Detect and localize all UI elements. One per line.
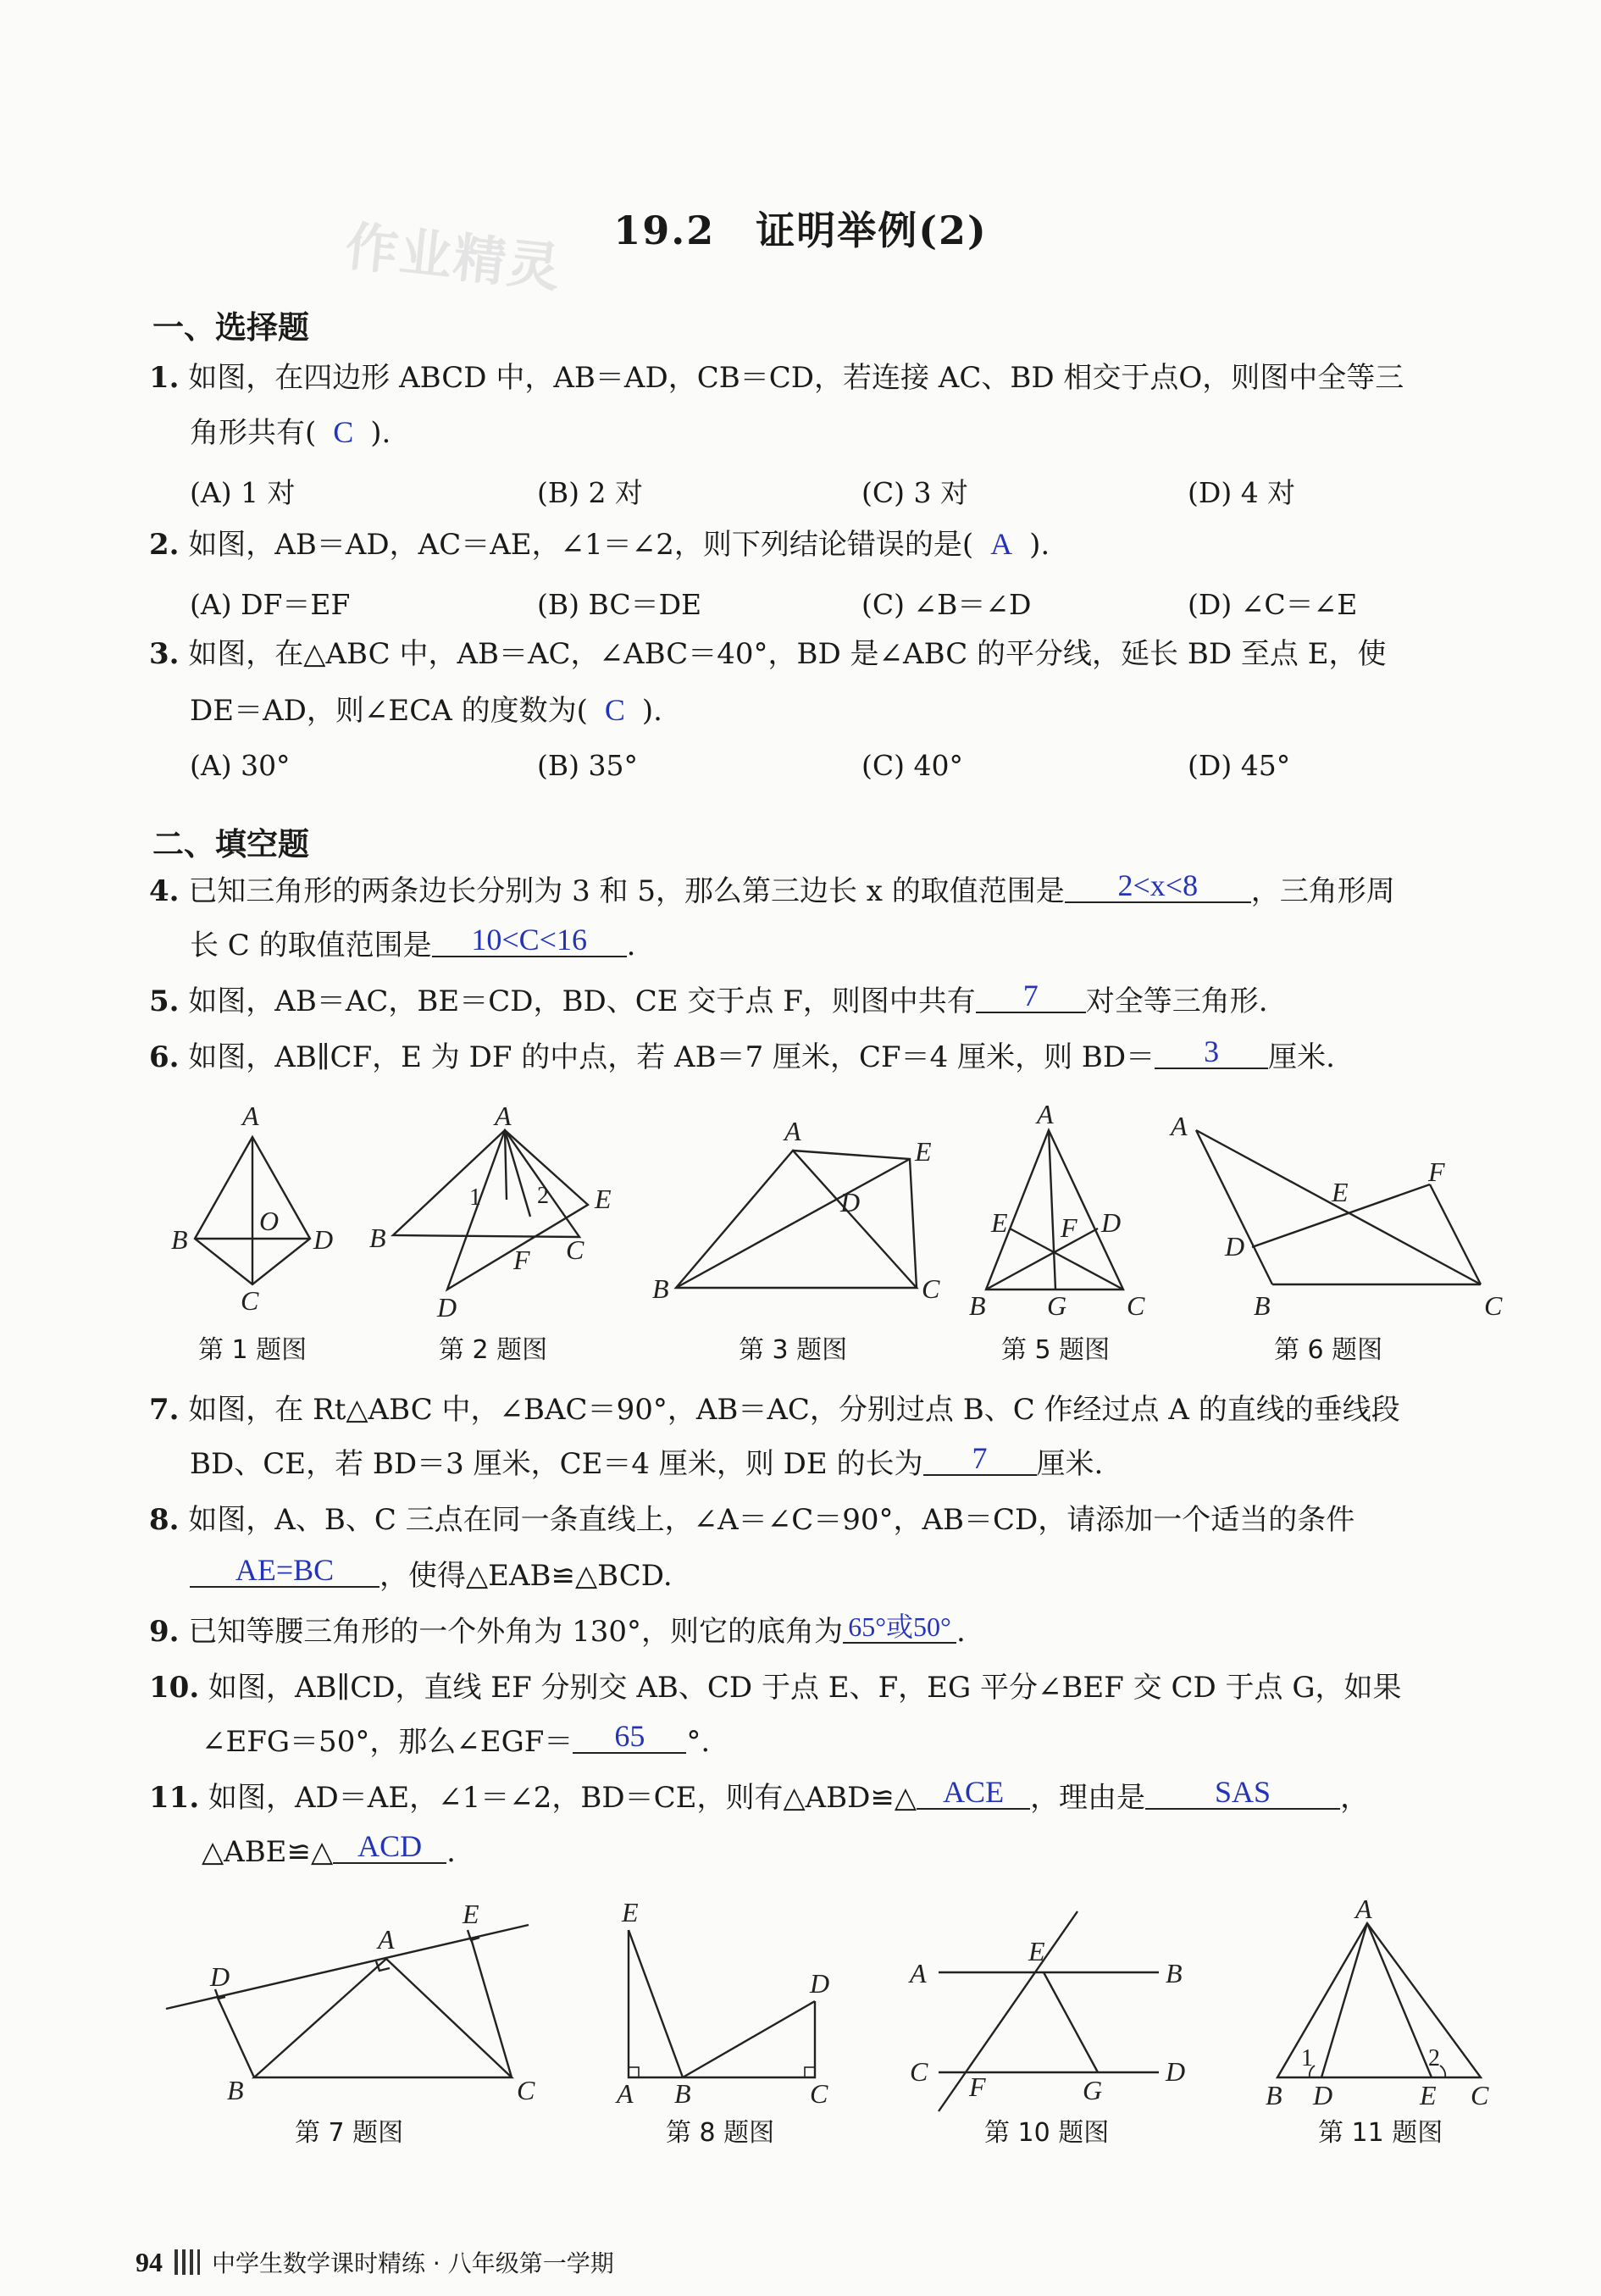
svg-text:E: E [622,1897,639,1927]
q3-option-c: (C) 40° [861,749,963,782]
q11-answer-3: ACD [357,1829,423,1863]
q5-text: 如图，AB＝AC，BE＝CD，BD、CE 交于点 F，则图中共有 [188,984,976,1018]
svg-text:C: C [810,2078,828,2109]
q4-line2 [190,923,636,962]
q6-number: 6. [149,1040,180,1074]
svg-text:A: A [910,1958,927,1988]
svg-text:A: A [784,1116,801,1146]
svg-text:2: 2 [537,1183,549,1209]
q4-text: 已知三角形的两条边长分别为 3 和 5，那么第三边长 x 的取值范围是 [188,874,1065,908]
q11-answer-2: SAS [1215,1775,1271,1809]
q7-text: 如图，在 Rt△ABC 中，∠BAC＝90°，AB＝AC，分别过点 B、C 作经过点 A 的直线的垂线段 [188,1393,1400,1427]
caption-fig6: 第 6 题图 [1274,1335,1383,1365]
caption-fig11: 第 11 题图 [1318,2118,1443,2148]
q8-line1 [149,1503,1354,1537]
page-footer [136,2245,614,2279]
svg-text:C: C [1127,1290,1145,1321]
q7-answer: 7 [972,1441,988,1475]
svg-text:O: O [259,1206,280,1236]
svg-text:F: F [513,1245,530,1275]
caption-fig10: 第 10 题图 [984,2118,1110,2148]
svg-text:B: B [1166,1958,1183,1988]
svg-text:D: D [437,1292,457,1323]
q1-option-b: (B) 2 对 [537,476,643,509]
svg-text:C: C [566,1234,584,1265]
q2-option-d: (D) ∠C＝∠E [1188,588,1358,621]
svg-text:B: B [369,1223,386,1253]
svg-text:D: D [210,1961,230,1992]
svg-text:D: D [1225,1231,1245,1262]
q11-text: 如图，AD＝AE，∠1＝∠2，BD＝CE，则有△ABD≌△ [208,1781,917,1815]
q11-text-4: △ABE≌△ [202,1835,334,1869]
q7-text-2: BD、CE，若 BD＝3 厘米，CE＝4 厘米，则 DE 的长为 [190,1447,923,1481]
q4-text-3: 长 C 的取值范围是 [190,929,432,962]
page-title: 19.2 证明举例(2) [613,208,988,253]
svg-text:A: A [378,1924,395,1955]
q3-line1 [149,637,1387,671]
q4-answer-c: 10<C<16 [471,923,587,957]
caption-fig3: 第 3 题图 [739,1335,848,1365]
q1-line1 [149,361,1404,395]
svg-text:E: E [1028,1936,1045,1966]
q8-text: 如图，A、B、C 三点在同一条直线上，∠A＝∠C＝90°，AB＝CD，请添加一个适当的条件 [188,1503,1355,1537]
q5-text-2: 对全等三角形. [1085,984,1268,1018]
q2-answer: A [990,527,1013,561]
q10-text-2: ∠EFG＝50°，那么∠EGF＝ [202,1725,573,1759]
svg-text:E: E [463,1899,479,1929]
svg-text:B: B [969,1290,986,1321]
q1-text: 如图，在四边形 ABCD 中，AB＝AD，CB＝CD，若连接 AC、BD 相交于点O，则图中全等三 [188,361,1404,395]
q9-line [149,1611,966,1649]
svg-text:B: B [227,2075,244,2105]
q2-option-b: (B) BC＝DE [537,588,702,621]
svg-text:G: G [1083,2075,1103,2105]
q9-number: 9. [149,1615,180,1649]
q11-line1 [149,1775,1370,1815]
q3-answer: C [604,693,625,727]
svg-text:A: A [617,2078,634,2109]
svg-text:C: C [1484,1290,1503,1321]
svg-text:D: D [1101,1207,1122,1238]
svg-text:E: E [991,1207,1008,1238]
q1-text-2: 角形共有( [190,416,317,450]
q5-line [149,979,1268,1018]
q2-line1 [149,527,1050,562]
figure-5-diagram [969,1099,1145,1321]
q6-text: 如图，AB∥CF，E 为 DF 的中点，若 AB＝7 厘米，CF＝4 厘米，则 BD＝ [188,1040,1155,1074]
q1-answer: C [333,415,354,449]
q10-text-3: °. [686,1725,711,1759]
svg-text:C: C [1471,2080,1489,2110]
q3-number: 3. [149,637,180,671]
q8-line2 [190,1553,673,1593]
section-fill: 二、填空题 [152,826,309,862]
caption-fig2: 第 2 题图 [439,1335,548,1365]
q10-answer: 65 [614,1719,645,1753]
q3-text-3: ). [641,694,662,728]
q11-text-3: ， [1340,1781,1370,1815]
figure-3-diagram [652,1116,940,1304]
q4-text-2: ，三角形周 [1250,874,1395,908]
q4-line1 [149,868,1395,908]
svg-text:B: B [674,2078,691,2109]
q5-answer: 7 [1022,979,1039,1012]
q3-text-2: DE＝AD，则∠ECA 的度数为( [190,694,588,728]
q1-text-3: ). [370,416,391,450]
figure-10-diagram [908,1911,1185,2111]
q7-text-3: 厘米. [1036,1447,1104,1481]
q9-text: 已知等腰三角形的一个外角为 130°，则它的底角为 [188,1615,844,1649]
q11-number: 11. [149,1781,200,1815]
q9-answer: 65°或50° [848,1611,951,1642]
q7-number: 7. [149,1393,180,1427]
q11-answer-1: ACE [943,1775,1005,1809]
svg-text:A: A [1171,1111,1188,1141]
svg-text:D: D [1313,2080,1333,2110]
svg-text:E: E [595,1184,612,1214]
q3-option-a: (A) 30° [190,749,291,782]
q1-line2 [190,415,391,450]
svg-text:B: B [652,1273,669,1304]
watermark: 作业精灵 [342,214,565,300]
q10-line1 [149,1671,1402,1705]
svg-text:G: G [1047,1290,1067,1321]
q10-line2 [202,1719,711,1759]
q7-line1 [149,1393,1400,1427]
svg-text:D: D [1166,2056,1186,2087]
q4-number: 4. [149,874,180,908]
q1-option-a: (A) 1 对 [190,476,296,509]
q5-number: 5. [149,984,180,1018]
q2-option-a: (A) DF＝EF [190,588,351,621]
q7-line2 [190,1441,1104,1481]
figures-row-2 [0,1889,1601,2135]
svg-text:A: A [1037,1099,1054,1129]
svg-text:B: B [171,1224,188,1255]
svg-text:C: C [517,2075,535,2105]
footer-bars-icon [175,2249,200,2275]
q1-option-c: (C) 3 对 [861,476,968,509]
q6-line [149,1034,1335,1074]
figure-2-diagram [369,1101,612,1323]
q1-number: 1. [149,361,180,395]
q2-text-2: ). [1029,528,1050,562]
q3-line2 [190,693,662,728]
figure-8-diagram [615,1897,829,2109]
q2-number: 2. [149,528,180,562]
svg-text:E: E [1420,2080,1437,2110]
svg-text:D: D [313,1224,334,1255]
figure-1-diagram [171,1101,333,1316]
q8-answer: AE=BC [235,1553,335,1587]
svg-text:A: A [1355,1894,1372,1924]
q6-text-2: 厘米. [1268,1040,1335,1074]
svg-text:D: D [810,1968,830,1999]
q2-text: 如图，AB＝AD，AC＝AE，∠1＝∠2，则下列结论错误的是( [188,528,974,562]
svg-text:2: 2 [1428,2045,1440,2071]
page-number: 94 [136,2246,163,2277]
q3-option-b: (B) 35° [537,749,638,782]
svg-text:B: B [1266,2080,1282,2110]
book-title: 中学生数学课时精练 · 八年级第一学期 [212,2249,614,2277]
q3-text: 如图，在△ABC 中，AB＝AC，∠ABC＝40°，BD 是∠ABC 的平分线，延长 BD 至点 E，使 [188,637,1387,671]
svg-text:C: C [241,1285,259,1316]
caption-fig8: 第 8 题图 [666,2118,775,2148]
svg-text:F: F [969,2071,986,2102]
figure-6-diagram [1169,1111,1503,1321]
q4-text-4: . [626,929,636,962]
q8-text-2: ，使得△EAB≌△BCD. [379,1559,673,1593]
q1-option-d: (D) 4 对 [1188,476,1296,509]
section-choice: 一、选择题 [152,309,309,346]
svg-text:D: D [840,1187,861,1217]
svg-text:E: E [1332,1177,1349,1207]
q10-text: 如图，AB∥CD，直线 EF 分别交 AB、CD 于点 E、F，EG 平分∠BEF 交 CD 于点 G，如果 [208,1671,1402,1705]
q11-text-5: . [446,1835,456,1869]
svg-text:A: A [242,1101,259,1131]
svg-text:F: F [1428,1156,1445,1187]
svg-text:A: A [495,1101,512,1131]
svg-text:B: B [1254,1290,1271,1321]
q10-number: 10. [149,1671,200,1705]
q11-text-2: ，理由是 [1030,1781,1146,1815]
caption-fig7: 第 7 题图 [295,2118,404,2148]
svg-text:C: C [922,1273,940,1304]
svg-text:C: C [910,2056,928,2087]
caption-fig1: 第 1 题图 [198,1335,307,1365]
caption-fig5: 第 5 题图 [1001,1335,1111,1365]
q11-line2 [202,1829,456,1869]
svg-text:1: 1 [469,1184,481,1211]
q4-answer-x: 2<x<8 [1117,868,1199,902]
figure-7-diagram [166,1899,535,2105]
q6-answer: 3 [1204,1034,1220,1068]
svg-text:1: 1 [1301,2045,1313,2071]
figure-11-diagram [1266,1894,1489,2110]
svg-text:F: F [1061,1212,1077,1243]
q8-number: 8. [149,1503,180,1537]
q2-option-c: (C) ∠B＝∠D [861,588,1032,621]
q3-option-d: (D) 45° [1188,749,1291,782]
svg-text:E: E [915,1136,932,1167]
q9-text-2: . [956,1615,966,1649]
